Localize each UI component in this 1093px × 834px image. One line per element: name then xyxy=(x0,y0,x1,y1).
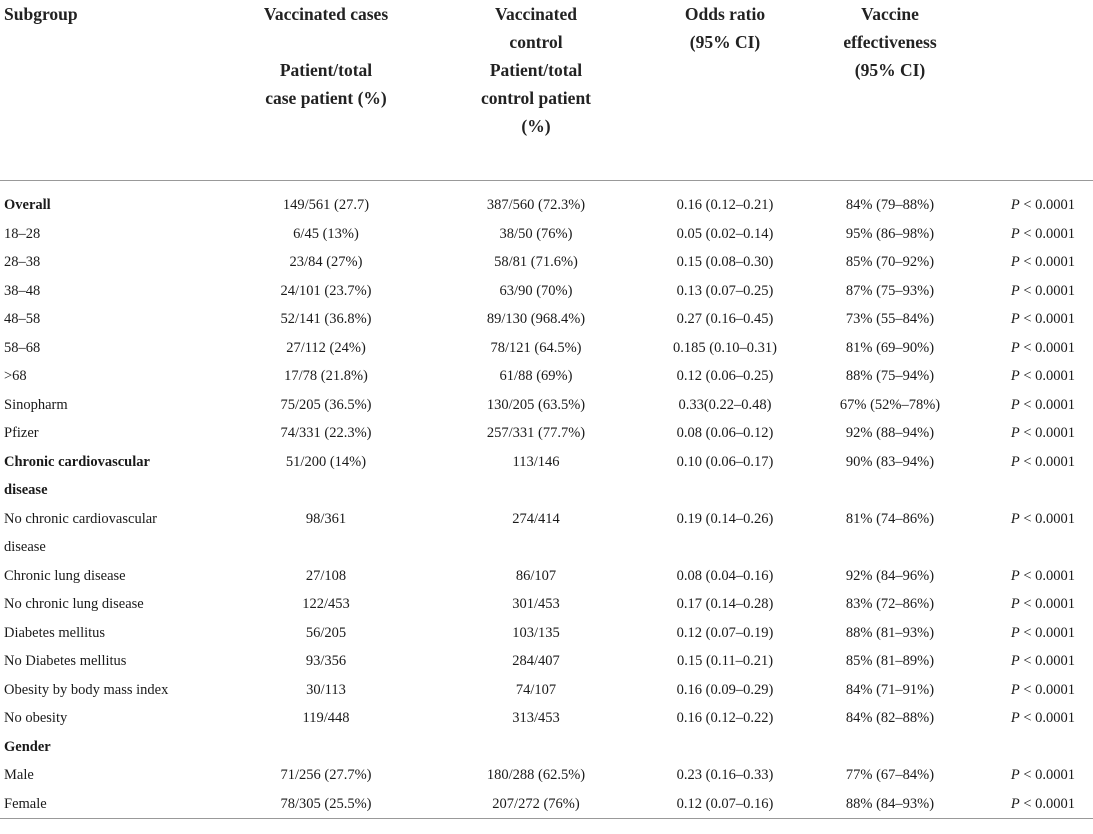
cell-vaccinated-control: 113/146 xyxy=(512,453,560,470)
p-value-text: < 0.0001 xyxy=(1023,596,1075,612)
table-row xyxy=(0,733,1093,762)
cell-vaccinated-control: 103/135 xyxy=(512,624,560,641)
cell-subgroup: No Diabetes mellitus xyxy=(4,653,127,669)
cell-subgroup: 38–48 xyxy=(4,282,41,299)
p-value-text: < 0.0001 xyxy=(1023,311,1075,327)
cell-p-value xyxy=(965,676,1093,705)
cell-vaccine-effectiveness xyxy=(815,533,965,562)
table-row xyxy=(0,619,1093,648)
cell-p-value xyxy=(965,181,1093,220)
cell-vaccinated-cases: 93/356 xyxy=(305,653,347,669)
cell-odds-ratio xyxy=(635,533,815,562)
cell-p-value xyxy=(965,305,1093,334)
cell-vaccine-effectiveness xyxy=(815,733,965,762)
p-symbol: P xyxy=(1010,624,1020,641)
cell-subgroup: Chronic lung disease xyxy=(4,567,126,584)
cell-vaccinated-control xyxy=(437,733,635,762)
cell-subgroup: Female xyxy=(4,795,47,812)
cell-p-value xyxy=(965,391,1093,420)
cell-subgroup: Pfizer xyxy=(4,425,39,441)
cell-subgroup: 48–58 xyxy=(4,311,41,327)
cell-odds-ratio: 0.10 (0.06–0.17) xyxy=(676,453,774,470)
cell-odds-ratio: 0.12 (0.06–0.25) xyxy=(676,368,774,384)
cell-subgroup: No chronic cardiovascular xyxy=(4,510,157,527)
cell-subgroup: No chronic lung disease xyxy=(4,596,144,612)
cell-vaccine-effectiveness: 85% (81–89%) xyxy=(845,653,935,669)
cell-p-value xyxy=(965,220,1093,249)
p-value-text: < 0.0001 xyxy=(1023,339,1075,356)
cell-vaccinated-control: 207/272 (76%) xyxy=(492,795,580,812)
p-symbol: P xyxy=(1010,254,1020,270)
cell-subgroup: disease xyxy=(4,539,46,555)
cell-vaccinated-cases xyxy=(215,476,437,505)
p-symbol: P xyxy=(1010,567,1020,584)
cell-subgroup: 58–68 xyxy=(4,339,41,356)
cell-p-value xyxy=(965,790,1093,819)
p-symbol: P xyxy=(1010,596,1020,612)
header-subgroup: Subgroup xyxy=(4,4,78,24)
cell-p-value xyxy=(965,448,1093,477)
table-row xyxy=(0,590,1093,619)
cell-odds-ratio: 0.12 (0.07–0.16) xyxy=(676,795,774,812)
cell-vaccinated-control: 130/205 (63.5%) xyxy=(486,396,586,413)
p-value-text: < 0.0001 xyxy=(1023,567,1075,584)
cell-odds-ratio xyxy=(635,476,815,505)
table-row xyxy=(0,676,1093,705)
cell-vaccinated-cases: 17/78 (21.8%) xyxy=(284,368,368,384)
cell-subgroup: No obesity xyxy=(4,710,68,726)
cell-subgroup: Obesity by body mass index xyxy=(4,681,169,698)
cell-vaccine-effectiveness: 88% (75–94%) xyxy=(845,368,935,384)
cell-p-value xyxy=(965,533,1093,562)
cell-odds-ratio: 0.33(0.22–0.48) xyxy=(678,396,772,413)
p-symbol: P xyxy=(1010,396,1020,413)
cell-subgroup: 18–28 xyxy=(4,225,41,242)
cell-subgroup: 28–38 xyxy=(4,254,41,270)
cell-p-value xyxy=(965,647,1093,676)
cell-odds-ratio: 0.13 (0.07–0.25) xyxy=(676,282,774,299)
cell-vaccinated-control xyxy=(437,533,635,562)
cell-odds-ratio: 0.27 (0.16–0.45) xyxy=(676,311,774,327)
cell-vaccinated-cases xyxy=(215,733,437,762)
cell-vaccinated-cases: 51/200 (14%) xyxy=(285,453,367,470)
cell-odds-ratio: 0.12 (0.07–0.19) xyxy=(676,624,774,641)
table-row xyxy=(0,334,1093,363)
table-row xyxy=(0,533,1093,562)
p-symbol: P xyxy=(1010,510,1020,527)
cell-subgroup: Sinopharm xyxy=(4,396,68,413)
cell-subgroup: Diabetes mellitus xyxy=(4,624,106,641)
table-row xyxy=(0,476,1093,505)
cell-vaccinated-cases: 78/305 (25.5%) xyxy=(280,795,372,812)
p-symbol: P xyxy=(1010,681,1020,698)
cell-vaccine-effectiveness: 77% (67–84%) xyxy=(845,767,935,783)
cell-vaccinated-cases: 75/205 (36.5%) xyxy=(280,396,372,413)
header-vaccinated-control: Vaccinated control Patient/total control patient (%) xyxy=(480,4,592,136)
cell-subgroup: disease xyxy=(4,482,48,498)
cell-vaccine-effectiveness: 84% (82–88%) xyxy=(845,710,935,726)
table-row xyxy=(0,305,1093,334)
p-value-text: < 0.0001 xyxy=(1023,197,1075,213)
cell-vaccine-effectiveness: 84% (79–88%) xyxy=(845,197,935,213)
cell-vaccinated-cases: 71/256 (27.7%) xyxy=(280,767,372,783)
table-row xyxy=(0,220,1093,249)
cell-vaccine-effectiveness: 92% (84–96%) xyxy=(845,567,935,584)
cell-vaccinated-control: 61/88 (69%) xyxy=(499,368,573,384)
cell-vaccinated-control: 38/50 (76%) xyxy=(499,225,573,242)
cell-vaccinated-cases: 122/453 xyxy=(302,596,350,612)
cell-odds-ratio: 0.16 (0.09–0.29) xyxy=(676,681,774,698)
cell-vaccinated-control: 257/331 (77.7%) xyxy=(486,425,586,441)
cell-odds-ratio: 0.08 (0.06–0.12) xyxy=(676,425,774,441)
p-symbol: P xyxy=(1010,795,1020,812)
cell-vaccine-effectiveness: 88% (81–93%) xyxy=(845,624,935,641)
cell-p-value xyxy=(965,277,1093,306)
cell-vaccinated-control: 78/121 (64.5%) xyxy=(490,339,582,356)
table-row xyxy=(0,277,1093,306)
cell-vaccinated-cases: 24/101 (23.7%) xyxy=(280,282,372,299)
cell-vaccinated-cases: 27/108 xyxy=(305,567,347,584)
p-symbol: P xyxy=(1010,653,1020,669)
cell-vaccinated-cases: 149/561 (27.7) xyxy=(282,197,370,213)
cell-vaccine-effectiveness: 84% (71–91%) xyxy=(845,681,935,698)
p-symbol: P xyxy=(1010,339,1020,356)
p-symbol: P xyxy=(1010,767,1020,783)
table-row xyxy=(0,448,1093,477)
cell-vaccinated-control: 58/81 (71.6%) xyxy=(494,254,578,270)
p-symbol: P xyxy=(1010,225,1020,242)
table-row xyxy=(0,181,1093,220)
cell-vaccine-effectiveness xyxy=(815,476,965,505)
table-body xyxy=(0,181,1093,819)
cell-vaccinated-cases: 52/141 (36.8%) xyxy=(280,311,372,327)
table-header-row xyxy=(0,0,1093,181)
table-row xyxy=(0,761,1093,790)
cell-vaccine-effectiveness: 87% (75–93%) xyxy=(845,282,935,299)
cell-p-value xyxy=(965,733,1093,762)
p-value-text: < 0.0001 xyxy=(1023,282,1075,299)
cell-p-value xyxy=(965,562,1093,591)
header-odds-ratio: Odds ratio (95% CI) xyxy=(684,4,766,52)
cell-odds-ratio: 0.16 (0.12–0.21) xyxy=(676,197,774,213)
cell-p-value xyxy=(965,704,1093,733)
cell-vaccinated-cases: 56/205 xyxy=(305,624,347,641)
p-value-text: < 0.0001 xyxy=(1023,681,1075,698)
cell-p-value xyxy=(965,248,1093,277)
p-symbol: P xyxy=(1010,282,1020,299)
cell-subgroup: Chronic cardiovascular xyxy=(4,453,150,470)
table-row xyxy=(0,419,1093,448)
cell-vaccine-effectiveness: 92% (88–94%) xyxy=(845,425,935,441)
cell-vaccinated-control: 313/453 xyxy=(512,710,560,726)
cell-vaccinated-cases: 98/361 xyxy=(305,510,347,527)
cell-p-value xyxy=(965,419,1093,448)
cell-vaccinated-control: 89/130 (968.4%) xyxy=(486,311,586,327)
cell-vaccinated-cases: 30/113 xyxy=(306,681,346,698)
cell-subgroup: Gender xyxy=(4,738,51,755)
cell-odds-ratio: 0.08 (0.04–0.16) xyxy=(676,567,774,584)
cell-vaccinated-control: 301/453 xyxy=(512,596,560,612)
header-vaccinated-cases: Vaccinated cases Patient/total case patient (%) xyxy=(263,4,389,108)
p-value-text: < 0.0001 xyxy=(1023,453,1075,470)
p-value-text: < 0.0001 xyxy=(1023,225,1075,242)
cell-odds-ratio: 0.15 (0.08–0.30) xyxy=(676,254,774,270)
cell-vaccinated-cases: 6/45 (13%) xyxy=(293,225,359,242)
cell-vaccinated-control: 274/414 xyxy=(512,510,560,527)
cell-odds-ratio xyxy=(635,733,815,762)
cell-vaccine-effectiveness: 90% (83–94%) xyxy=(845,453,935,470)
cell-vaccine-effectiveness: 81% (69–90%) xyxy=(845,339,935,356)
p-value-text: < 0.0001 xyxy=(1023,767,1075,783)
p-symbol: P xyxy=(1010,197,1020,213)
p-symbol: P xyxy=(1010,311,1020,327)
cell-vaccinated-control: 284/407 xyxy=(512,653,560,669)
p-value-text: < 0.0001 xyxy=(1023,368,1075,384)
cell-p-value xyxy=(965,334,1093,363)
cell-vaccine-effectiveness: 73% (55–84%) xyxy=(845,311,935,327)
p-value-text: < 0.0001 xyxy=(1023,795,1075,812)
table-row xyxy=(0,647,1093,676)
cell-odds-ratio: 0.17 (0.14–0.28) xyxy=(676,596,774,612)
p-symbol: P xyxy=(1010,453,1020,470)
table-row xyxy=(0,362,1093,391)
cell-vaccinated-control xyxy=(437,476,635,505)
cell-p-value xyxy=(965,590,1093,619)
cell-p-value xyxy=(965,761,1093,790)
cell-subgroup: >68 xyxy=(4,368,27,384)
p-symbol: P xyxy=(1010,368,1020,384)
cell-vaccine-effectiveness: 95% (86–98%) xyxy=(845,225,935,242)
p-value-text: < 0.0001 xyxy=(1023,510,1075,527)
cell-p-value xyxy=(965,476,1093,505)
cell-odds-ratio: 0.05 (0.02–0.14) xyxy=(676,225,774,242)
cell-vaccinated-cases: 74/331 (22.3%) xyxy=(280,425,372,441)
table-row xyxy=(0,704,1093,733)
cell-vaccine-effectiveness: 81% (74–86%) xyxy=(845,510,935,527)
cell-vaccinated-control: 74/107 xyxy=(515,681,557,698)
p-value-text: < 0.0001 xyxy=(1023,710,1075,726)
cell-p-value xyxy=(965,362,1093,391)
p-value-text: < 0.0001 xyxy=(1023,254,1075,270)
cell-p-value xyxy=(965,505,1093,534)
table-row xyxy=(0,562,1093,591)
cell-p-value xyxy=(965,619,1093,648)
p-value-text: < 0.0001 xyxy=(1023,653,1075,669)
p-value-text: < 0.0001 xyxy=(1023,425,1075,441)
cell-vaccine-effectiveness: 85% (70–92%) xyxy=(845,254,935,270)
p-symbol: P xyxy=(1010,425,1020,441)
header-p-value xyxy=(965,0,1093,181)
cell-subgroup: Overall xyxy=(4,197,51,213)
table-row xyxy=(0,505,1093,534)
cell-odds-ratio: 0.15 (0.11–0.21) xyxy=(676,653,774,669)
table-row xyxy=(0,248,1093,277)
cell-vaccinated-control: 180/288 (62.5%) xyxy=(486,767,586,783)
cell-odds-ratio: 0.19 (0.14–0.26) xyxy=(676,510,774,527)
cell-odds-ratio: 0.23 (0.16–0.33) xyxy=(676,767,774,783)
p-value-text: < 0.0001 xyxy=(1023,624,1075,641)
cell-subgroup: Male xyxy=(4,767,34,783)
p-value-text: < 0.0001 xyxy=(1023,396,1075,413)
cell-vaccinated-cases: 23/84 (27%) xyxy=(289,254,363,270)
cell-vaccine-effectiveness: 67% (52%–78%) xyxy=(839,396,941,413)
table-row xyxy=(0,391,1093,420)
cell-vaccinated-control: 63/90 (70%) xyxy=(499,282,573,299)
cell-vaccine-effectiveness: 88% (84–93%) xyxy=(845,795,935,812)
cell-vaccinated-cases: 119/448 xyxy=(302,710,350,726)
cell-vaccinated-control: 86/107 xyxy=(515,567,557,584)
header-vaccine-effectiveness: Vaccine effectiveness (95% CI) xyxy=(843,4,937,80)
cell-vaccine-effectiveness: 83% (72–86%) xyxy=(845,596,935,612)
table-row xyxy=(0,790,1093,819)
p-symbol: P xyxy=(1010,710,1020,726)
cell-vaccinated-cases: 27/112 (24%) xyxy=(286,339,366,356)
cell-vaccinated-control: 387/560 (72.3%) xyxy=(486,197,586,213)
cell-odds-ratio: 0.185 (0.10–0.31) xyxy=(673,339,777,356)
cell-vaccinated-cases xyxy=(215,533,437,562)
cell-odds-ratio: 0.16 (0.12–0.22) xyxy=(676,710,774,726)
